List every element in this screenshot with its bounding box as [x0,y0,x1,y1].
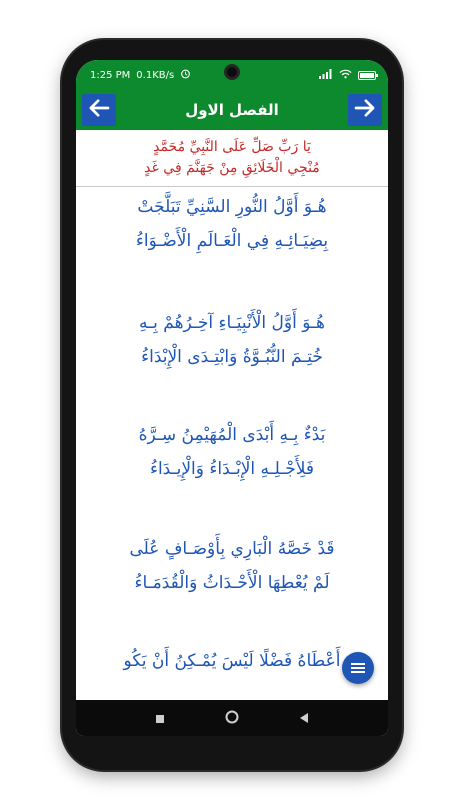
verse-line: لَمْ يُعْطِهَا الْأَحْـدَاثُ وَالْقُدَمَـاءُ [134,573,330,593]
menu-button[interactable] [342,652,374,684]
verse-line: بَدْءٌ بِـهِ أَبْدَى الْمُهَيْمِنُ سِـرَّهُ [138,425,326,445]
arrow-left-icon [88,99,110,121]
system-nav-bar [76,700,388,736]
verse-block [76,532,388,600]
verse-block [76,306,388,374]
verse-line: قَدْ خَصَّهُ الْبَارِي بِأَوْصَـافٍ عُلَى [129,539,335,559]
verse-line: فَلِأَجْـلِـهِ الْإِبْـدَاءُ وَالْإِيـدَاءُ [149,459,315,479]
signal-icon [319,69,333,82]
verse-line: بِضِيَـائِـهِ فِي الْعَـالَمِ الْأَضْـوَاءُ [135,231,329,251]
menu-icon [351,659,365,678]
arrow-right-icon [354,99,376,121]
verse-line: هُـوَ أَوَّلُ النُّورِ السَّنِيِّ تَبَلَّجَتْ [137,197,327,217]
battery-level [360,73,374,78]
status-left [90,68,191,82]
back-button[interactable] [82,94,116,126]
home-button[interactable] [225,709,239,728]
screen [76,60,388,736]
verse-block [76,190,388,258]
alarm-icon [180,68,191,82]
wifi-icon [339,69,352,82]
camera-icon [224,64,240,80]
verse-block [76,644,388,678]
verse-block [76,418,388,486]
battery-icon [358,71,376,80]
verses-list[interactable] [76,190,388,710]
divider [76,186,388,187]
banner-line-1: يَا رَبِّ صَلِّ عَلَى النَّبِيِّ مُحَمَّدٍ [153,139,311,155]
verse-line: هُـوَ أَوَّلُ الْأَنْبِيَـاءِ آخِـرُهُمْ بِـهِ [139,313,325,333]
status-speed: 0.1KB/s [136,69,175,81]
salawat-banner [76,132,388,184]
verse-line: أَعْطَاهُ فَضْلًا لَيْسَ يُمْـكِنُ أَنْ يَكُو [123,651,341,671]
app-bar [76,90,388,130]
banner-line-2: مُنْجِي الْخَلَائِقِ مِنْ جَهَنَّمَ فِي غَدٍ [144,160,320,176]
forward-button[interactable] [348,94,382,126]
verse-line: خُتِـمَ النُّبُـوَّةُ وَابْتِـدَى الْإِبْدَاءُ [141,347,323,367]
status-time: 1:25 PM [90,69,131,81]
recents-button[interactable] [155,709,165,728]
back-nav-button[interactable] [299,709,309,728]
status-right [319,69,376,82]
page-title: الفصل الاول [185,101,279,119]
